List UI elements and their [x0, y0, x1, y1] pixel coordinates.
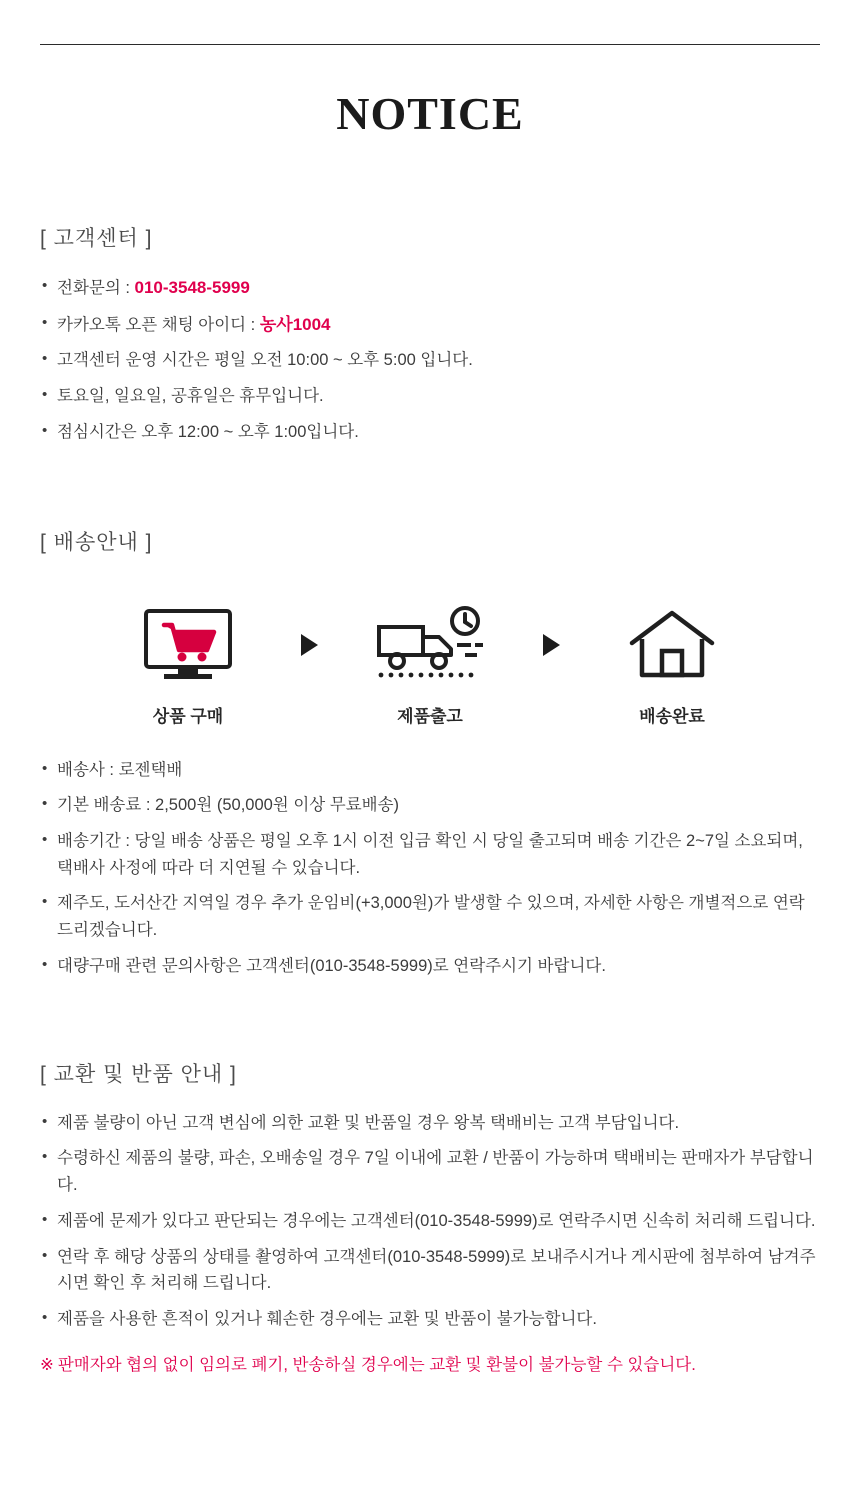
list-item: [40, 347, 820, 374]
list-item: • 기본 배송료 : 2,500원 (50,000원 이상 무료배송): [40, 792, 820, 819]
list-item: [40, 274, 820, 302]
list-item: • 수령하신 제품의 불량, 파손, 오배송일 경우 7일 이내에 교환 / 반품이 가능하며 택배비는 판매자가 부담합니다.: [40, 1145, 820, 1198]
item-text: 전화문의 :: [57, 279, 135, 297]
delivery-heading: [ 배송안내 ]: [40, 530, 153, 554]
customer-center-list: [40, 274, 820, 446]
warning-text: 판매자와 협의 없이 임의로 폐기, 반송하실 경우에는 교환 및 환불이 불가능할 수 있습니다.: [57, 1355, 696, 1374]
list-item: • 제품 불량이 아닌 고객 변심에 의한 교환 및 반품일 경우 왕복 택배비는 고객 부담입니다.: [40, 1110, 820, 1137]
triangle-right-icon: [272, 602, 346, 688]
top-divider: [40, 44, 820, 45]
house-icon: [588, 602, 756, 688]
list-item: • 제주도, 도서산간 지역일 경우 추가 운임비(+3,000원)가 발생할 수 있으며, 자세한 사항은 개별적으로 연락드리겠습니다.: [40, 890, 820, 943]
list-item: [40, 383, 820, 410]
flow-step-label: 배송완료: [639, 706, 705, 726]
customer-center-section: [40, 222, 820, 446]
customer-center-heading: [ 고객센터 ]: [40, 227, 153, 250]
delivery-flow: [40, 602, 820, 727]
asterisk-icon: ※: [40, 1355, 54, 1374]
flow-step-label: 상품 구매: [152, 706, 224, 726]
flow-step-shipping: [346, 602, 514, 727]
item-text: 카카오톡 오픈 채팅 아이디 :: [57, 315, 260, 334]
exchange-return-section: [40, 1058, 820, 1378]
kakao-id: 농사1004: [259, 314, 331, 334]
list-item: • 제품에 문제가 있다고 판단되는 경우에는 고객센터(010-3548-5999)로 연락주시면 신속히 처리해 드립니다.: [40, 1208, 820, 1235]
list-item: • 연락 후 해당 상품의 상태를 촬영하여 고객센터(010-3548-5999)로 보내주시거나 게시판에 첨부하여 남겨주시면 확인 후 처리해 드립니다.: [40, 1244, 820, 1297]
list-item: [40, 311, 820, 339]
list-item: • 대량구매 관련 문의사항은 고객센터(010-3548-5999)로 연락주시기 바랍니다.: [40, 953, 820, 980]
flow-step-label: 제품출고: [397, 706, 463, 726]
monitor-cart-icon: [104, 602, 272, 688]
list-item: • 배송사 : 로젠택배: [40, 757, 820, 784]
item-text: 토요일, 일요일, 공휴일은 휴무입니다.: [57, 387, 324, 406]
list-item: • 제품을 사용한 흔적이 있거나 훼손한 경우에는 교환 및 반품이 불가능합니다.: [40, 1306, 820, 1333]
flow-step-purchase: [104, 602, 272, 727]
exchange-return-heading: [ 교환 및 반품 안내 ]: [40, 1062, 237, 1086]
item-text: 점심시간은 오후 12:00 ~ 오후 1:00입니다.: [57, 422, 359, 441]
list-item: [40, 419, 820, 446]
notice-page: [0, 44, 860, 1508]
page-title: NOTICE: [336, 88, 524, 139]
delivery-section: [40, 526, 820, 980]
exchange-return-list: [40, 1110, 820, 1333]
delivery-list: [40, 757, 820, 980]
delivery-truck-clock-icon: [346, 602, 514, 688]
flow-step-delivered: [588, 602, 756, 727]
item-text: 고객센터 운영 시간은 평일 오전 10:00 ~ 오후 5:00 입니다.: [57, 351, 473, 370]
warning-note: [40, 1353, 820, 1378]
list-item: • 배송기간 : 당일 배송 상품은 평일 오후 1시 이전 입금 확인 시 당일 출고되며 배송 기간은 2~7일 소요되며, 택배사 사정에 따라 더 지연될 수 있습니다.: [40, 828, 820, 881]
phone-number: 010-3548-5999: [134, 278, 250, 297]
triangle-right-icon: [514, 602, 588, 688]
